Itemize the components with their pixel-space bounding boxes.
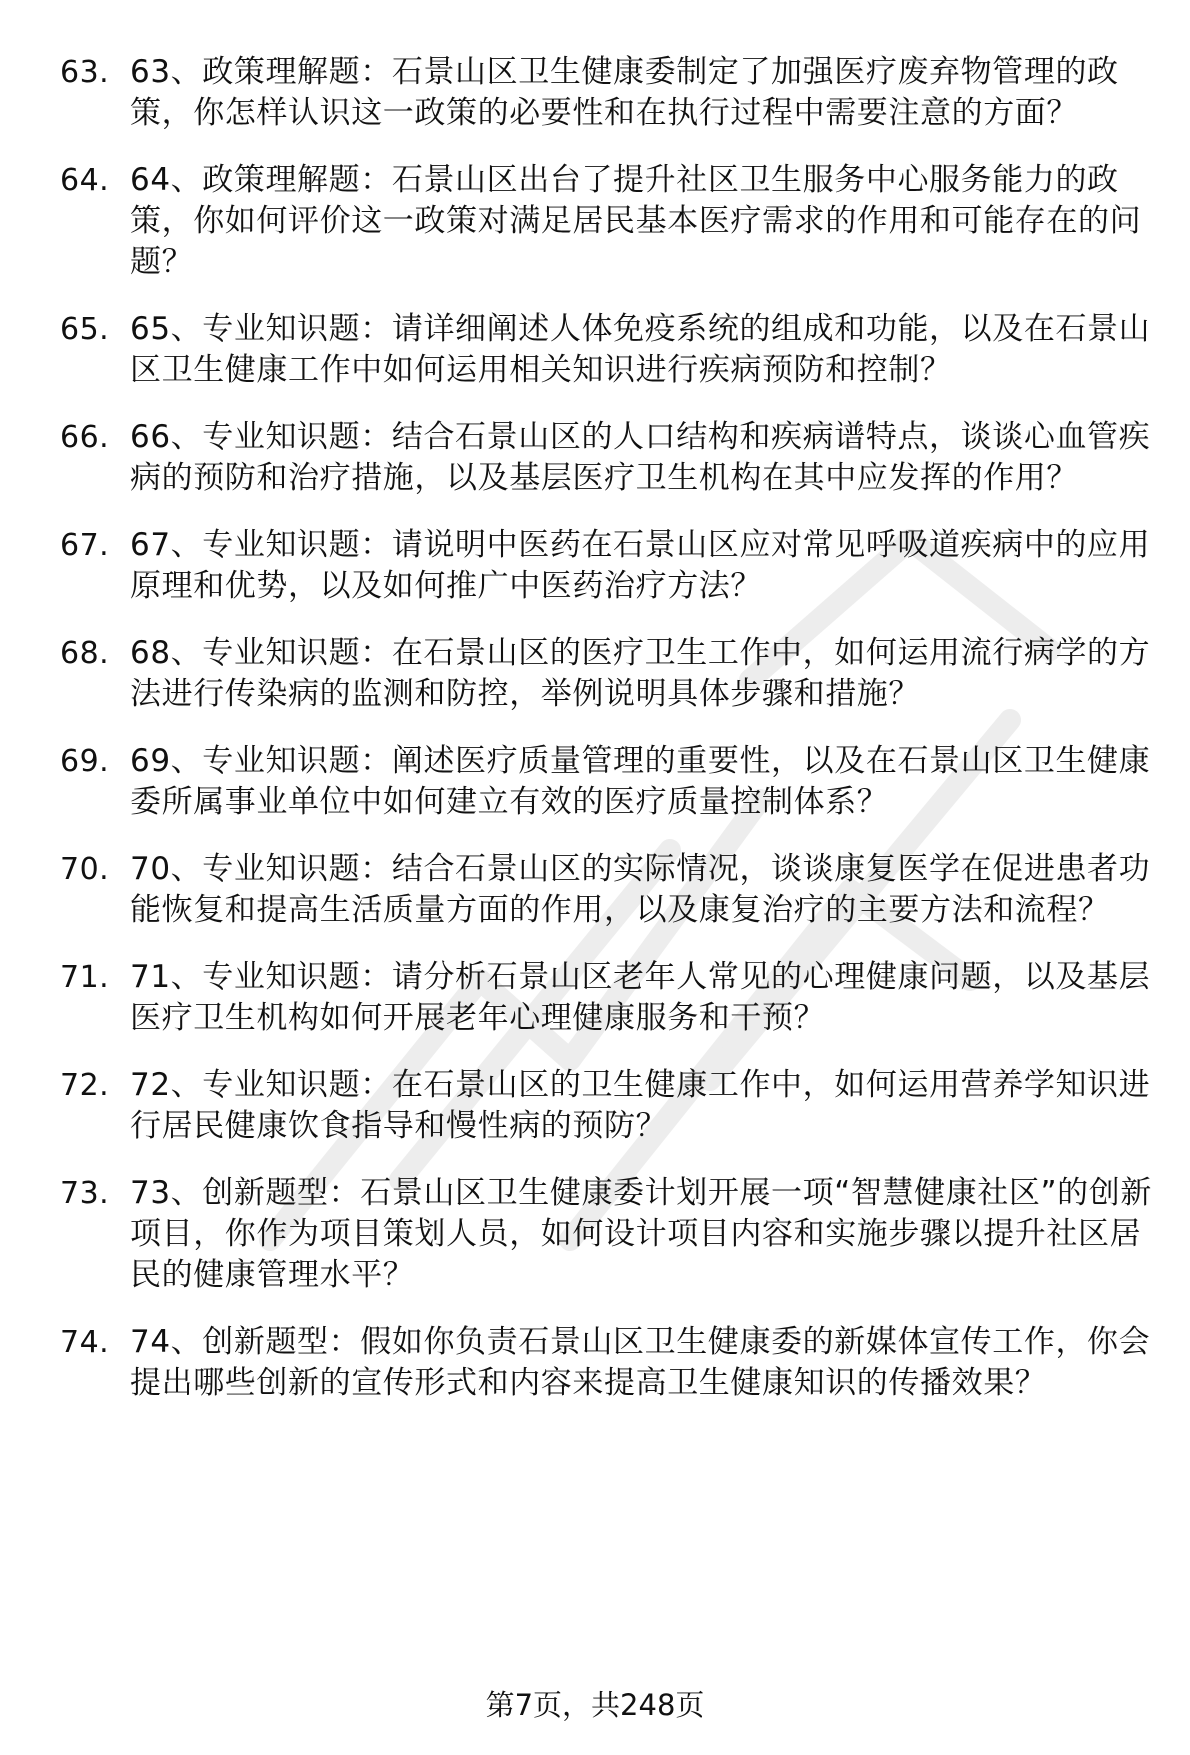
list-item [60,160,1160,283]
question-number: 72. [60,1068,110,1103]
question-number: 65. [60,312,110,347]
question-number: 73. [60,1176,110,1211]
question-text: 74、创新题型：假如你负责石景山区卫生健康委的新媒体宣传工作，你会提出哪些创新的宣传形式和内容来提高卫生健康知识的传播效果？ [130,1324,1151,1401]
list-item [60,957,1160,1039]
question-text: 72、专业知识题：在石景山区的卫生健康工作中，如何运用营养学知识进行居民健康饮食指导和慢性病的预防？ [130,1067,1151,1144]
list-item [60,309,1160,391]
list-item [60,1173,1160,1296]
list-item [60,849,1160,931]
list-item [60,52,1160,134]
question-text: 73、创新题型：石景山区卫生健康委计划开展一项“智慧健康社区”的创新项目，你作为项目策划人员，如何设计项目内容和实施步骤以提升社区居民的健康管理水平？ [130,1175,1152,1293]
list-item [60,1065,1160,1147]
question-number: 74. [60,1325,110,1360]
question-text: 66、专业知识题：结合石景山区的人口结构和疾病谱特点，谈谈心血管疾病的预防和治疗措施，以及基层医疗卫生机构在其中应发挥的作用？ [130,419,1151,496]
list-item [60,741,1160,823]
list-item [60,1322,1160,1404]
question-text: 65、专业知识题：请详细阐述人体免疫系统的组成和功能，以及在石景山区卫生健康工作中如何运用相关知识进行疾病预防和控制？ [130,311,1151,388]
page-number-label: 第7页，共248页 [485,1688,705,1722]
question-number: 71. [60,960,110,995]
question-number: 64. [60,163,110,198]
question-text: 69、专业知识题：阐述医疗质量管理的重要性，以及在石景山区卫生健康委所属事业单位中如何建立有效的医疗质量控制体系？ [130,743,1151,820]
list-item [60,525,1160,607]
question-text: 70、专业知识题：结合石景山区的实际情况，谈谈康复医学在促进患者功能恢复和提高生活质量方面的作用，以及康复治疗的主要方法和流程？ [130,851,1151,928]
list-item [60,633,1160,715]
question-text: 68、专业知识题：在石景山区的医疗卫生工作中，如何运用流行病学的方法进行传染病的监测和防控，举例说明具体步骤和措施？ [130,635,1151,712]
question-number: 67. [60,528,110,563]
question-text: 71、专业知识题：请分析石景山区老年人常见的心理健康问题，以及基层医疗卫生机构如何开展老年心理健康服务和干预？ [130,959,1151,1036]
question-number: 68. [60,636,110,671]
question-number: 66. [60,420,110,455]
question-number: 70. [60,852,110,887]
page-footer [0,1685,1190,1725]
list-item [60,417,1160,499]
question-text: 67、专业知识题：请说明中医药在石景山区应对常见呼吸道疾病中的应用原理和优势，以及如何推广中医药治疗方法？ [130,527,1151,604]
question-number: 63. [60,55,110,90]
question-text: 64、政策理解题：石景山区出台了提升社区卫生服务中心服务能力的政策，你如何评价这一政策对满足居民基本医疗需求的作用和可能存在的问题？ [130,162,1142,280]
question-number: 69. [60,744,110,779]
question-list [60,52,1160,1430]
question-text: 63、政策理解题：石景山区卫生健康委制定了加强医疗废弃物管理的政策，你怎样认识这一政策的必要性和在执行过程中需要注意的方面？ [130,54,1119,131]
